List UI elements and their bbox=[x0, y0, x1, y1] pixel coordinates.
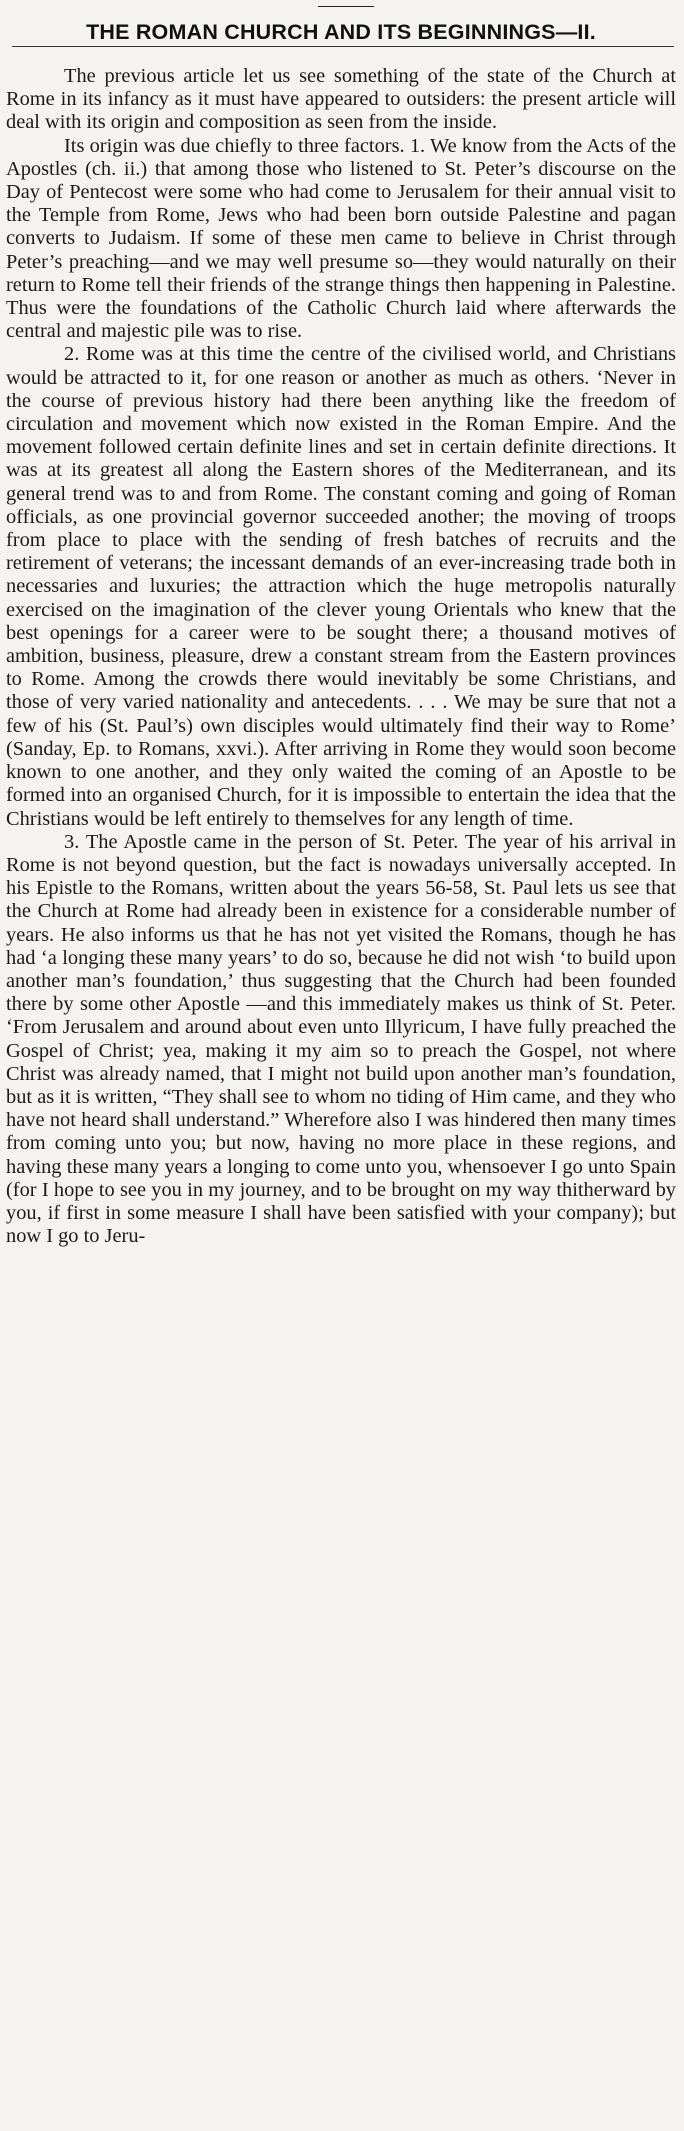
article-title: THE ROMAN CHURCH AND ITS BEGINNINGS—II. bbox=[86, 20, 596, 44]
article-body bbox=[6, 65, 676, 1248]
title-rule bbox=[12, 46, 674, 47]
paragraph-factor-1: Its origin was due chiefly to three factors. 1. We know from the Acts of the Apostles (ch. ii.) that among those who listened to St. Peter’s discourse on the Day of Pentecost were some who had come to Jerusalem for their annual visit to the Temple from Rome, Jews who had been born outside Palestine and pagan converts to Judaism. If some of these men came to believe in Christ through Peter’s preaching—and we may well presume so—they would naturally on their return to Rome tell their friends of the strange things then happening in Palestine. Thus were the foundations of the Catholic Church laid where afterwards the central and majestic pile was to rise. bbox=[6, 134, 676, 343]
top-rule bbox=[318, 6, 374, 7]
paragraph-factor-3: 3. The Apostle came in the person of St. Peter. The year of his arrival in Rome is not beyond question, but the fact is nowadays universally accepted. In his Epistle to the Romans, written about the years 56-58, St. Paul lets us see that the Church at Rome had already been in existence for a considerable number of years. He also informs us that he has not yet visited the Romans, though he has had ‘a longing these many years’ to do so, because he did not wish ‘to build upon another man’s foundation,’ thus suggesting that the Church had been founded there by some other Apostle —and this immediately makes us think of St. Peter. ‘From Jerusalem and around about even unto Illyricum, I have fully preached the Gospel of Christ; yea, making it my aim so to preach the Gospel, not where Christ was already named, that I might not build upon another man’s foundation, but as it is written, “They shall see to whom no tiding of Him came, and they who have not heard shall understand.” Wherefore also I was hindered then many times from coming unto you; but now, having no more place in these regions, and having these many years a longing to come unto you, whensoever I go unto Spain (for I hope to see you in my journey, and to be brought on my way thitherward by you, if first in some measure I shall have been satisfied with your company); but now I go to Jeru- bbox=[6, 830, 676, 1248]
paragraph-factor-2: 2. Rome was at this time the centre of the civilised world, and Christians would be attracted to it, for one reason or another as much as others. ‘Never in the course of previous history had there been anything like the freedom of circulation and movement which now existed in the Roman Empire. And the movement followed certain definite lines and set in certain definite directions. It was at its greatest all along the Eastern shores of the Mediterranean, and its general trend was to and from Rome. The constant coming and going of Roman officials, as one provincial governor succeeded another; the moving of troops from place to place with the sending of fresh batches of recruits and the retirement of veterans; the incessant demands of an ever-increasing trade both in necessaries and luxuries; the attraction which the huge metropolis naturally exercised on the imagination of the clever young Orientals who knew that the best openings for a career were to be sought there; a thousand motives of ambition, business, pleasure, drew a constant stream from the Eastern provinces to Rome. Among the crowds there would inevitably be some Christians, and those of very varied nationality and antecedents. . . . We may be sure that not a few of his (St. Paul’s) own disciples would ultimately find their way to Rome’ (Sanday, Ep. to Romans, xxvi.). After arriving in Rome they would soon become known to one another, and they only waited the coming of an Apostle to be formed into an organised Church, for it is impossible to entertain the idea that the Christians would be left entirely to themselves for any length of time. bbox=[6, 343, 676, 830]
paragraph-intro: The previous article let us see something of the state of the Church at Rome in its infancy as it must have appeared to outsiders: the present article will deal with its origin and composition as seen from the inside. bbox=[6, 65, 676, 134]
